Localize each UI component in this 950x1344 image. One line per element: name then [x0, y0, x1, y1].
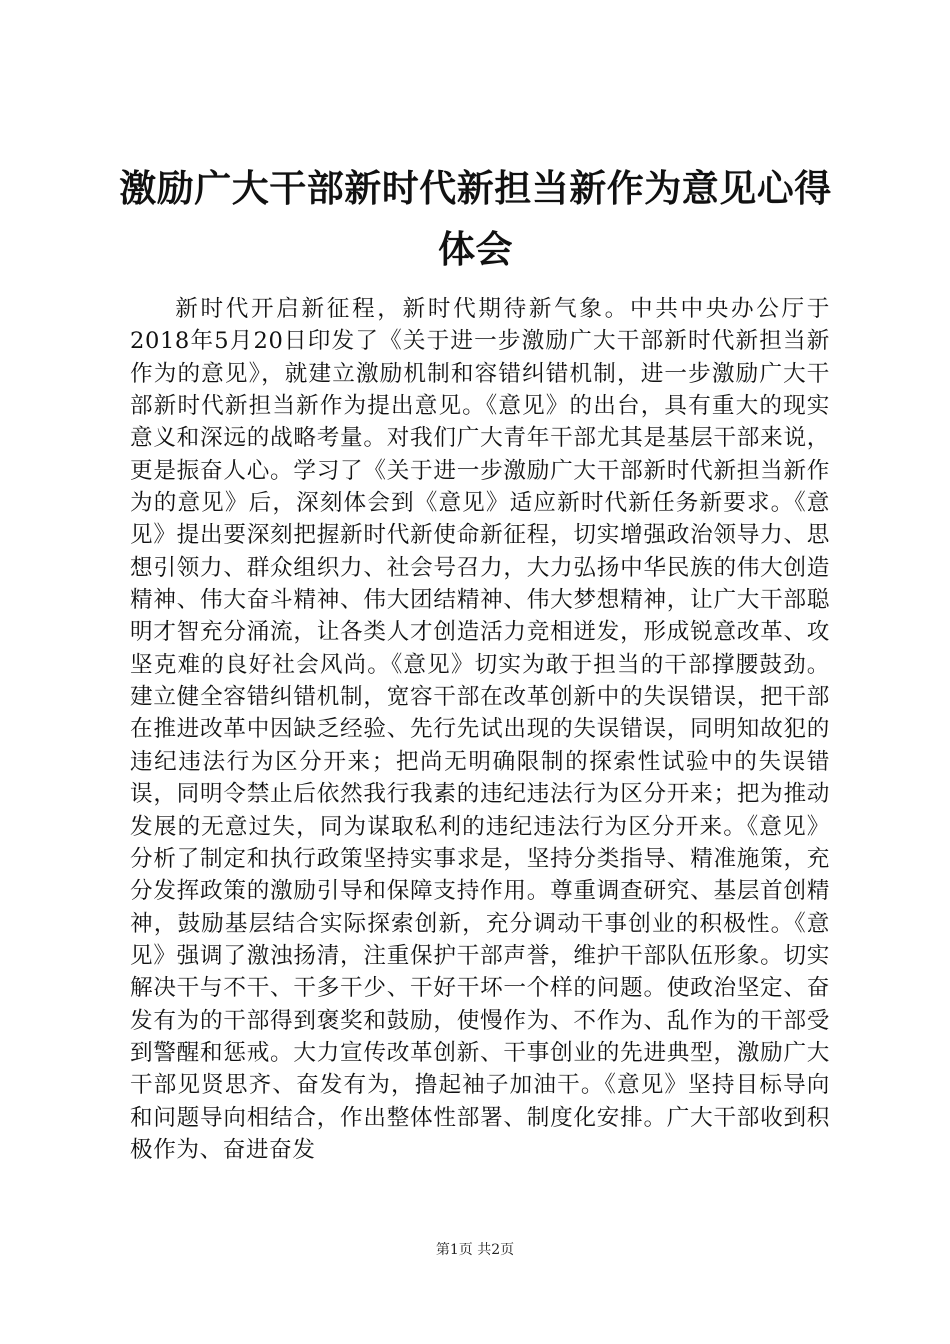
page-number-footer: 第1页 共2页: [435, 1242, 515, 1258]
document-title: 激励广大干部新时代新担当新作为意见心得体会: [119, 166, 832, 271]
document-body-paragraph: 新时代开启新征程，新时代期待新气象。中共中央办公厅于2018年5月20日印发了《关于进一步激励广大干部新时代新担当新作为的意见》，就建立激励机制和容错纠错机制，进一步激励广大干部新时代新担当新作为提出意见。《意见》的出台，具有重大的现实意义和深远的战略考量。对我们广大青年干部尤其是基层干部来说，更是振奋人心。学习了《关于进一步激励广大干部新时代新担当新作为的意见》后，深刻体会到《意见》适应新时代新任务新要求。《意见》提出要深刻把握新时代新使命新征程，切实增强政治领导力、思想引领力、群众组织力、社会号召力，大力弘扬中华民族的伟大创造精神、伟大奋斗精神、伟大团结精神、伟大梦想精神，让广大干部聪明才智充分涌流，让各类人才创造活力竞相迸发，形成锐意改革、攻坚克难的良好社会风尚。《意见》切实为敢于担当的干部撑腰鼓劲。建立健全容错纠错机制，宽容干部在改革创新中的失误错误，把干部在推进改革中因缺乏经验、先行先试出现的失误错误，同明知故犯的违纪违法行为区分开来；把尚无明确限制的探索性试验中的失误错误，同明令禁止后依然我行我素的违纪违法行为区分开来；把为推动发展的无意过失，同为谋取私利的违纪违法行为区分开来。《意见》分析了制定和执行政策坚持实事求是，坚持分类指导、精准施策，充分发挥政策的激励引导和保障支持作用。尊重调查研究、基层首创精神，鼓励基层结合实际探索创新，充分调动干事创业的积极性。《意见》强调了激浊扬清，注重保护干部声誉，维护干部队伍形象。切实解决干与不干、干多干少、干好干坏一个样的问题。使政治坚定、奋发有为的干部得到褒奖和鼓励，使慢作为、不作为、乱作为的干部受到警醒和惩戒。大力宣传改革创新、干事创业的先进典型，激励广大干部见贤思齐、奋发有为，撸起袖子加油干。《意见》坚持目标导向和问题导向相结合，作出整体性部署、制度化安排。广大干部收到积极作为、奋进奋发: [130, 296, 830, 1163]
